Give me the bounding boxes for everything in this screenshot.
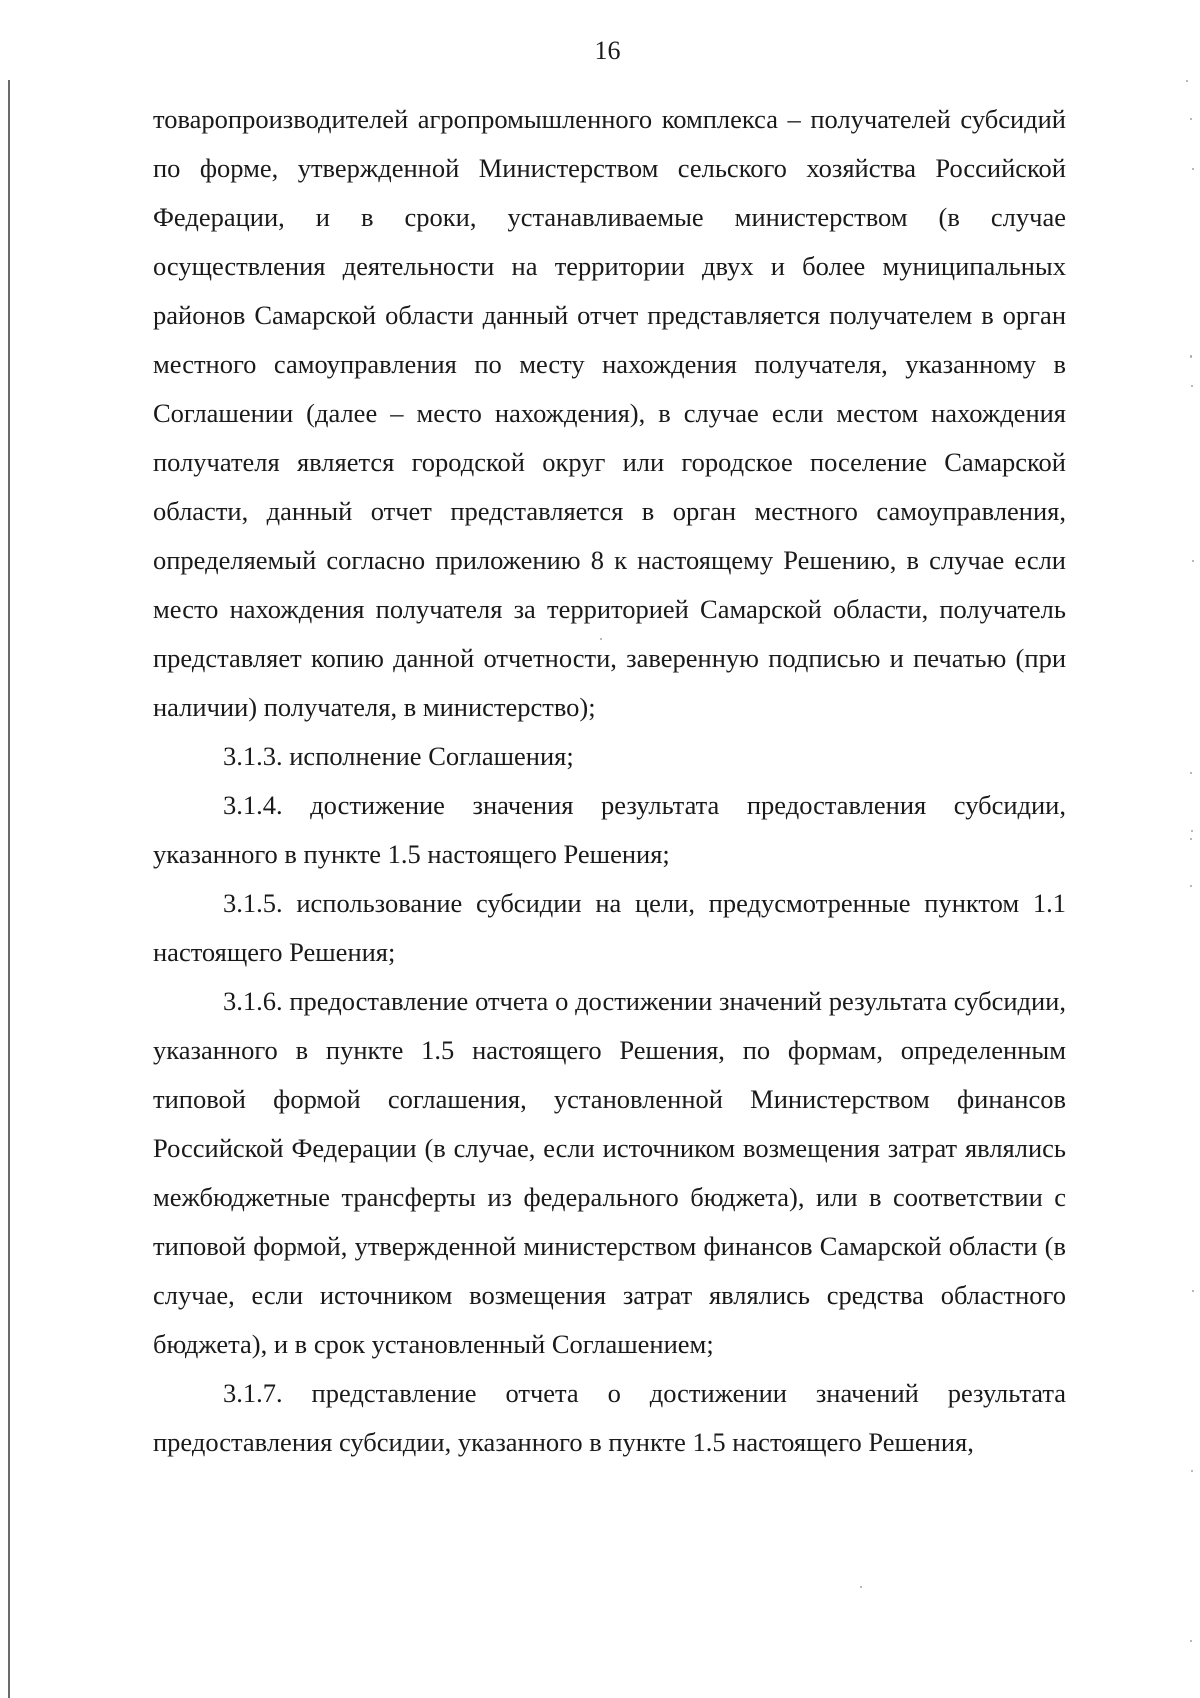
paragraph-3-1-6: 3.1.6. предоставление отчета о достижении значений результата субсидии, указанного в пункте 1.5 настоящего Решения, по формам, определенным типовой формой соглашения, установленной Министерством финансов Российской Федерации (в случае, если источником возмещения затрат являлись межбюджетные трансферты из федерального бюджета), или в соответствии с типовой формой, утвержденной министерством финансов Самарской области (в случае, если источником возмещения затрат являлись средства областного бюджета), и в срок установленный Соглашением; [153,986,1066,1359]
scan-edge-line [8,80,10,1698]
page-number: 16 [594,36,621,65]
paragraph-3-1-3: 3.1.3. исполнение Соглашения; [223,741,574,771]
paragraph-3-1-7: 3.1.7. представление отчета о достижении значений результата предоставления субсидии, указанного в пункте 1.5 настоящего Решения, [153,1378,1066,1457]
document-body [153,95,1066,1467]
paragraph-3-1-4: 3.1.4. достижение значения результата предоставления субсидии, указанного в пункте 1.5 настоящего Решения; [153,790,1066,869]
paragraph-continuation: товаропроизводителей агропромышленного комплекса – получателей субсидий по форме, утвержденной Министерством сельского хозяйства Российской Федерации, и в сроки, устанавливаемые министерством (в случае осуществления деятельности на территории двух и более муниципальных районов Самарской области данный отчет представляется получателем в орган местного самоуправления по месту нахождения получателя, указанному в Соглашении (далее – место нахождения), в случае если местом нахождения получателя является городской округ или городское поселение Самарской области, данный отчет представляется в орган местного самоуправления, определяемый согласно приложению 8 к настоящему Решению, в случае если место нахождения получателя за территорией Самарской области, получатель представляет копию данной отчетности, заверенную подписью и печатью (при наличии) получателя, в министерство); [153,104,1066,722]
paragraph-3-1-5: 3.1.5. использование субсидии на цели, предусмотренные пунктом 1.1 настоящего Решения; [153,888,1066,967]
